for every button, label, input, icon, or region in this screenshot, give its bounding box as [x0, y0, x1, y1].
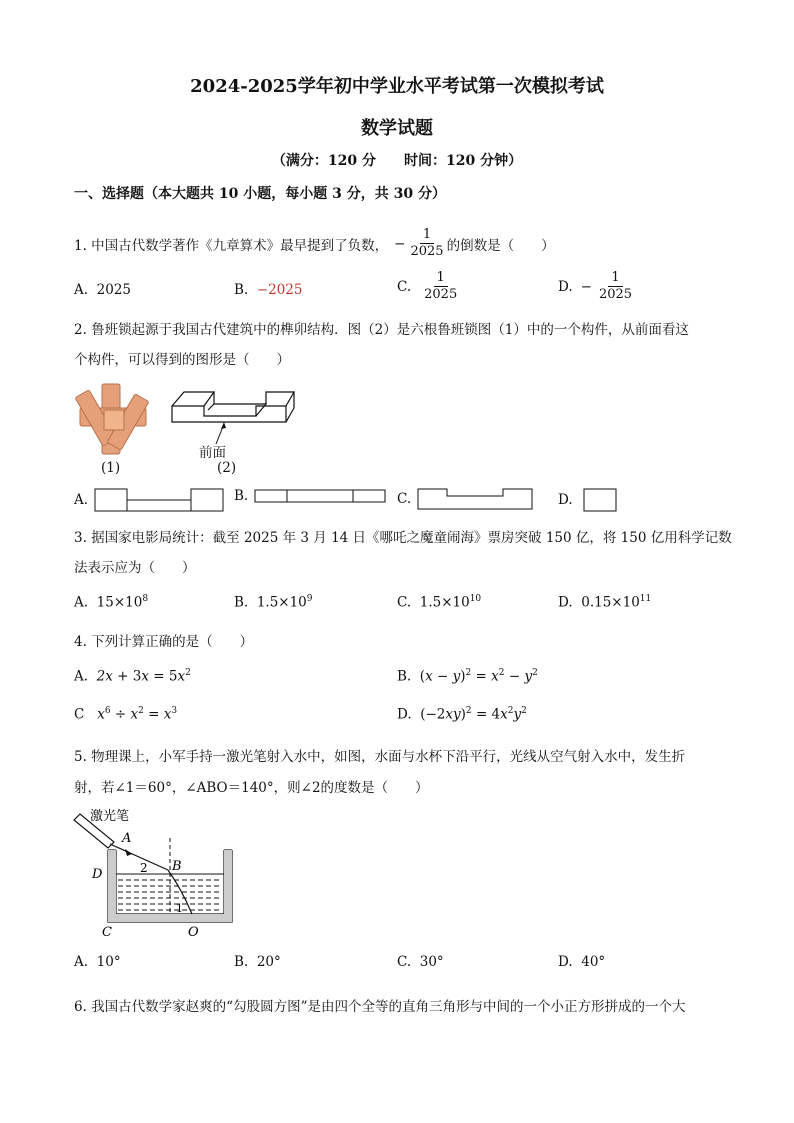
luban-lock-figure	[74, 380, 154, 460]
q5-option-d[interactable]: D. 40°	[558, 954, 606, 970]
point-d-label: D	[92, 867, 103, 882]
q2-option-b-shape	[254, 488, 386, 504]
q2-option-d[interactable]: D.	[558, 488, 617, 512]
laser-pen-label: 激光笔	[90, 809, 130, 824]
laser-refraction-figure	[70, 804, 250, 944]
exam-info: （满分：120 分 时间：120 分钟）	[271, 153, 523, 169]
q3-option-d[interactable]: D. $0.15\times 10^{11}$	[558, 594, 652, 611]
q5-line1: 5. 物理课上，小军手持一激光笔射入水中，如图，水面与水杯下沿平行，光线从空气射入水中，发生折	[74, 749, 686, 765]
q3-option-c[interactable]: C. $1.5\times 10^{10}$	[397, 594, 482, 611]
front-label: 前面	[199, 445, 226, 461]
point-a-label: A	[122, 831, 132, 846]
q2-option-c[interactable]: C.	[397, 488, 533, 510]
q1-option-d[interactable]: D. − $\frac{1}{2025}$	[558, 270, 633, 302]
q4-option-c[interactable]: C $x^6 \div x^2 = x^3$	[74, 706, 178, 723]
q5-option-c[interactable]: C. 30°	[397, 954, 444, 970]
angle-2-label: 2	[140, 861, 148, 875]
point-c-label: C	[102, 925, 112, 940]
q1-option-c[interactable]: C. $\frac{1}{2025}$	[397, 270, 458, 302]
q1-fraction	[407, 227, 446, 260]
q3-line1: 3. 据国家电影局统计：截至 2025 年 3 月 14 日《哪吒之魔童闹海》票房突破 150 亿，将 150 亿用科学记数	[74, 530, 732, 546]
q2-line2: 个构件，可以得到的图形是（ ）	[74, 352, 290, 368]
fig2-label: (2)	[217, 460, 237, 476]
q3-option-a[interactable]: A. $15\times 10^8$	[74, 594, 149, 611]
component-figure	[168, 384, 298, 460]
q1-option-a[interactable]: A. 2025	[74, 282, 131, 298]
q4-option-a[interactable]: A. $2x + 3x = 5x^2$	[74, 668, 191, 685]
subject-title: 数学试题	[361, 118, 433, 139]
exam-title: 2024-2025学年初中学业水平考试第一次模拟考试	[190, 76, 604, 97]
section-heading: 一、选择题（本大题共 10 小题，每小题 3 分，共 30 分）	[74, 186, 446, 202]
q1-text-after: 的倒数是（ ）	[446, 237, 555, 254]
q6-line1: 6. 我国古代数学家赵爽的“勾股圆方图”是由四个全等的直角三角形与中间的一个小正方形拼成的一个大	[74, 999, 686, 1015]
point-b-label: B	[172, 859, 182, 874]
q2-option-b[interactable]: B.	[234, 488, 386, 504]
q5-option-b[interactable]: B. 20°	[234, 954, 281, 970]
angle-1-label: 1	[176, 902, 183, 915]
q1-frac-sign: −	[394, 235, 406, 252]
q1-option-b[interactable]: B. −2025	[234, 282, 303, 298]
q1-frac-den: 2025	[410, 244, 444, 259]
q5-option-a[interactable]: A. 10°	[74, 954, 121, 970]
q2-option-c-shape	[417, 488, 533, 510]
fig1-label: (1)	[101, 460, 121, 476]
q3-option-b[interactable]: B. $1.5\times 10^9$	[234, 594, 313, 611]
q4-stem: 4. 下列计算正确的是（ ）	[74, 634, 254, 650]
q5-line2: 射，若∠1＝60°，∠ABO＝140°，则∠2的度数是（ ）	[74, 780, 429, 796]
q1-text-before: 1. 中国古代数学著作《九章算术》最早提到了负数，	[74, 237, 389, 254]
q2-option-a-shape	[94, 488, 224, 512]
point-o-label: O	[188, 925, 199, 940]
q4-option-d[interactable]: D. $(-2xy)^2 = 4x^2y^2$	[397, 706, 527, 723]
q2-option-a[interactable]: A.	[74, 488, 224, 512]
q2-line1: 2. 鲁班锁起源于我国古代建筑中的榫卯结构．图（2）是六根鲁班锁图（1）中的一个构件，从前面看这	[74, 322, 689, 338]
q2-option-d-shape	[583, 488, 617, 512]
q4-option-b[interactable]: B. $(x - y)^2 = x^2 - y^2$	[397, 668, 538, 685]
q1-frac-num: 1	[420, 227, 434, 244]
q1-stem	[74, 227, 555, 260]
q3-line2: 法表示应为（ ）	[74, 560, 196, 576]
